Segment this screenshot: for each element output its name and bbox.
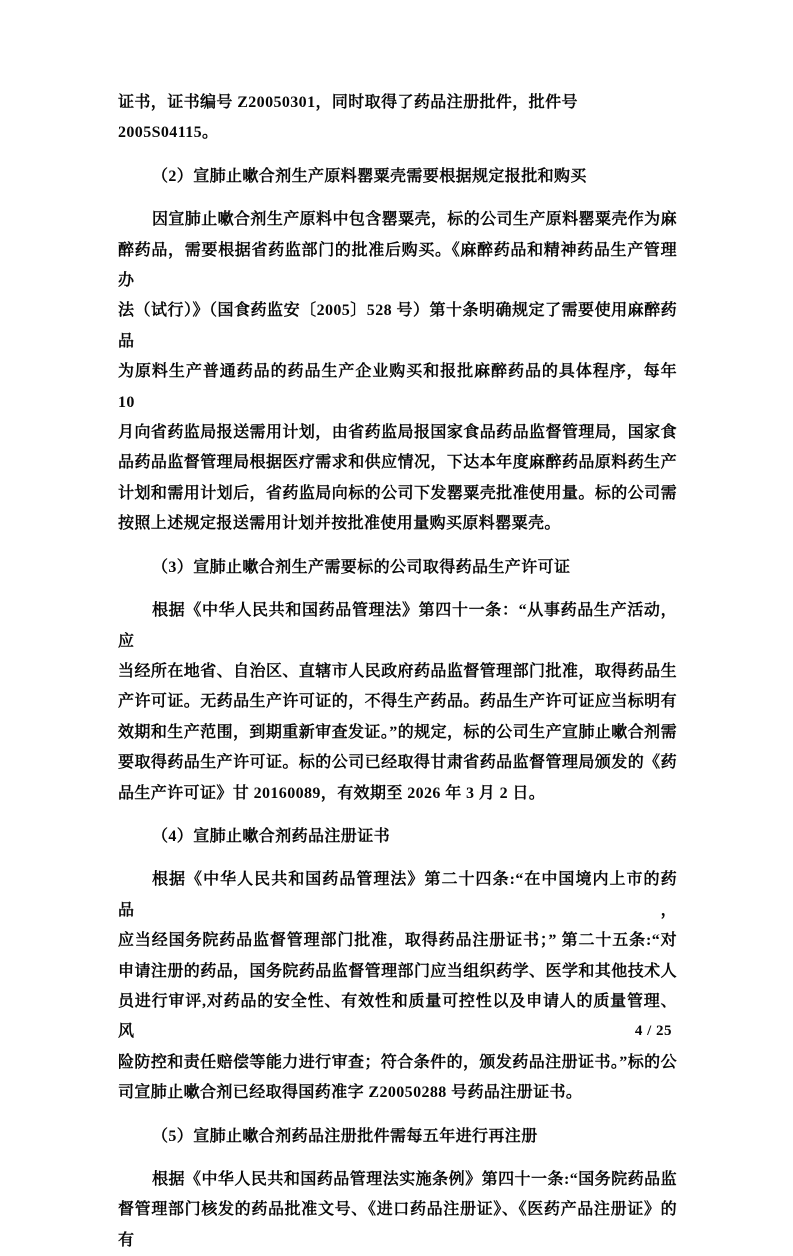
section-heading: （3）宣肺止嗽合剂生产需要标的公司取得药品生产许可证 [152,558,571,576]
text-line: 计划和需用计划后，省药监局向标的公司下发罂粟壳批准使用量。标的公司需 [118,484,677,502]
text-line: 月向省药监局报送需用计划，由省药监局报国家食品药品监督管理局，国家食 [118,424,677,442]
text-line: 申请注册的药品，国务院药品监督管理部门应当组织药学、医学和其他技术人 [118,962,677,980]
text-line: 险防控和责任赔偿等能力进行审查；符合条件的，颁发药品注册证书。”标的公 [118,1053,677,1071]
text-line: 司宣肺止嗽合剂已经取得国药准字 Z20050288 号药品注册证书。 [118,1084,583,1102]
document-body [118,88,677,1256]
paragraph [118,88,677,149]
text-line: 根据《中华人民共和国药品管理法》第二十四条:“在中国境内上市的药品， [118,871,677,919]
paragraph [118,1165,677,1256]
text-line: 法（试行）》（国食药监安〔2005〕528 号）第十条明确规定了需要使用麻醉药品 [118,302,677,350]
text-line: 品生产许可证》甘 20160089，有效期至 2026 年 3 月 2 日。 [118,784,546,802]
text-line: 要取得药品生产许可证。标的公司已经取得甘肃省药品监督管理局颁发的《药 [118,754,677,772]
text-line: 应当经国务院药品监督管理部门批准，取得药品注册证书；” 第二十五条:“对 [118,932,677,950]
section-heading: （2）宣肺止嗽合剂生产原料罂粟壳需要根据规定报批和购买 [152,167,587,185]
text-line: 因宣肺止嗽合剂生产原料中包含罂粟壳，标的公司生产原料罂粟壳作为麻 [152,211,677,229]
paragraph [118,596,677,809]
text-line: 根据《中华人民共和国药品管理法》第四十一条：“从事药品生产活动，应 [118,602,677,650]
paragraph [118,865,677,1108]
page-number: 4 / 25 [634,1023,672,1039]
text-line: 按照上述规定报送需用计划并按批准使用量购买原料罂粟壳。 [118,515,561,533]
text-line: 效期和生产范围，到期重新审查发证。”的规定，标的公司生产宣肺止嗽合剂需 [118,723,677,741]
text-line: 当经所在地省、自治区、直辖市人民政府药品监督管理部门批准，取得药品生 [118,662,677,680]
text-line: 品药品监督管理局根据医疗需求和供应情况，下达本年度麻醉药品原料药生产 [118,454,677,472]
text-line: 为原料生产普通药品的药品生产企业购买和报批麻醉药品的具体程序，每年 10 [118,363,677,411]
paragraph [118,205,677,539]
text-line: 督管理部门核发的药品批准文号、《进口药品注册证》、《医药产品注册证》的有 [118,1201,677,1249]
text-line: 醉药品，需要根据省药监部门的批准后购买。《麻醉药品和精神药品生产管理办 [118,241,677,290]
text-line: 产许可证。无药品生产许可证的，不得生产药品。药品生产许可证应当标明有 [118,693,677,711]
text-line: 员进行审评,对药品的安全性、有效性和质量可控性以及申请人的质量管理、风 [118,992,677,1041]
text-line: 证书，证书编号 Z20050301，同时取得了药品注册批件，批件号 2005S04115。 [118,94,578,142]
section-heading: （5）宣肺止嗽合剂药品注册批件需每五年进行再注册 [152,1127,538,1145]
section-heading: （4）宣肺止嗽合剂药品注册证书 [152,827,391,845]
text-line: 根据《中华人民共和国药品管理法实施条例》第四十一条:“国务院药品监 [152,1171,677,1188]
